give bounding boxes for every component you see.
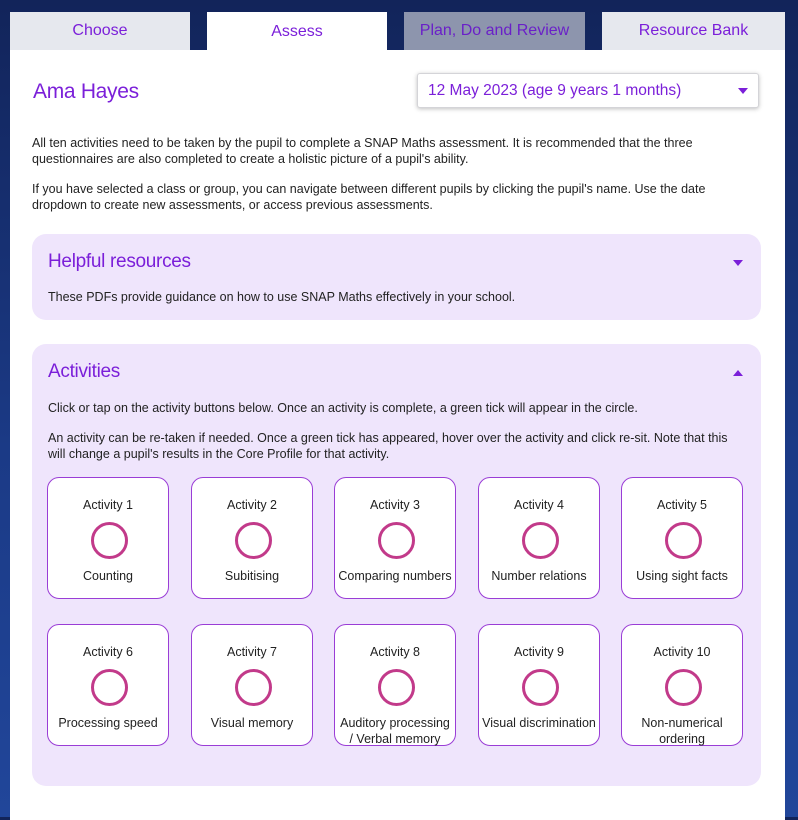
- activity-label: Counting: [82, 569, 134, 583]
- activity-4-button[interactable]: [478, 477, 600, 599]
- circle-icon: [665, 522, 702, 559]
- activities-card: [32, 344, 761, 786]
- caret-down-icon: [733, 260, 743, 266]
- assess-panel: [10, 50, 785, 820]
- activities-toggle[interactable]: [729, 366, 747, 380]
- activity-label: Auditory processing / Verbal memory: [340, 716, 450, 746]
- activity-label: Visual discrimination: [482, 716, 596, 730]
- activity-10-button[interactable]: [621, 624, 743, 746]
- caret-up-icon: [733, 370, 743, 376]
- circle-icon: [91, 522, 128, 559]
- activity-label: Comparing numbers: [338, 569, 452, 583]
- activity-7-button[interactable]: [191, 624, 313, 746]
- tab-resource-bank[interactable]: Resource Bank: [602, 12, 785, 50]
- activity-label: Using sight facts: [636, 569, 728, 583]
- circle-icon: [522, 522, 559, 559]
- activity-5-button[interactable]: [621, 477, 743, 599]
- tab-choose[interactable]: Choose: [10, 12, 190, 50]
- tab-bar: [10, 12, 785, 50]
- activity-2-button[interactable]: [191, 477, 313, 599]
- activity-title: Activity 7: [226, 645, 277, 659]
- activities-instructions-1: Click or tap on the activity buttons below. Once an activity is complete, a green tick will appear in the circle.: [48, 401, 638, 415]
- activity-3-button[interactable]: [334, 477, 456, 599]
- activity-title: Activity 5: [656, 498, 707, 512]
- activity-title: Activity 2: [226, 498, 277, 512]
- activity-1-button[interactable]: [47, 477, 169, 599]
- activities-instructions-2: An activity can be re-taken if needed. Once a green tick has appeared, hover over the activity and click re-sit. Note that this will change a pupil's results in the Core Profile for that activity.: [48, 431, 728, 461]
- circle-icon: [665, 669, 702, 706]
- tab-assess[interactable]: Assess: [207, 12, 387, 52]
- activity-8-button[interactable]: [334, 624, 456, 746]
- helpful-resources-text: These PDFs provide guidance on how to use SNAP Maths effectively in your school.: [48, 290, 516, 304]
- circle-icon: [235, 522, 272, 559]
- circle-icon: [378, 669, 415, 706]
- activity-title: Activity 9: [513, 645, 564, 659]
- activity-title: Activity 6: [82, 645, 133, 659]
- circle-icon: [91, 669, 128, 706]
- activity-title: Activity 1: [82, 498, 133, 512]
- activities-title[interactable]: Activities: [48, 361, 120, 382]
- activity-label: Processing speed: [58, 716, 158, 730]
- activity-title: Activity 3: [369, 498, 420, 512]
- circle-icon: [235, 669, 272, 706]
- activity-6-button[interactable]: [47, 624, 169, 746]
- activity-9-button[interactable]: [478, 624, 600, 746]
- intro-paragraph-2: If you have selected a class or group, you can navigate between different pupils by clicking the pupil's name. Use the date dropdown to create new assessments, or access previous assessments.: [32, 182, 706, 212]
- intro-paragraph-1: All ten activities need to be taken by the pupil to complete a SNAP Maths assessment. It is recommended that the three questionnaires are also completed to create a holistic picture of a pupil's ability.: [32, 136, 693, 166]
- activity-title: Activity 4: [513, 498, 564, 512]
- activity-label: Non-numerical ordering: [641, 716, 723, 746]
- tab-plan-do-review[interactable]: Plan, Do and Review: [404, 12, 585, 50]
- assessment-date-dropdown[interactable]: [417, 73, 759, 108]
- caret-down-icon: [738, 88, 748, 94]
- helpful-resources-title[interactable]: Helpful resources: [48, 251, 191, 272]
- circle-icon: [378, 522, 415, 559]
- activity-label: Number relations: [491, 569, 587, 583]
- assessment-date-value: 12 May 2023 (age 9 years 1 months): [428, 81, 682, 99]
- activity-title: Activity 8: [369, 645, 420, 659]
- activity-title: Activity 10: [653, 645, 711, 659]
- helpful-resources-toggle[interactable]: [729, 256, 747, 270]
- pupil-name[interactable]: Ama Hayes: [33, 80, 139, 103]
- helpful-resources-card: [32, 234, 761, 320]
- activity-label: Visual memory: [210, 716, 294, 730]
- activity-label: Subitising: [224, 569, 280, 583]
- circle-icon: [522, 669, 559, 706]
